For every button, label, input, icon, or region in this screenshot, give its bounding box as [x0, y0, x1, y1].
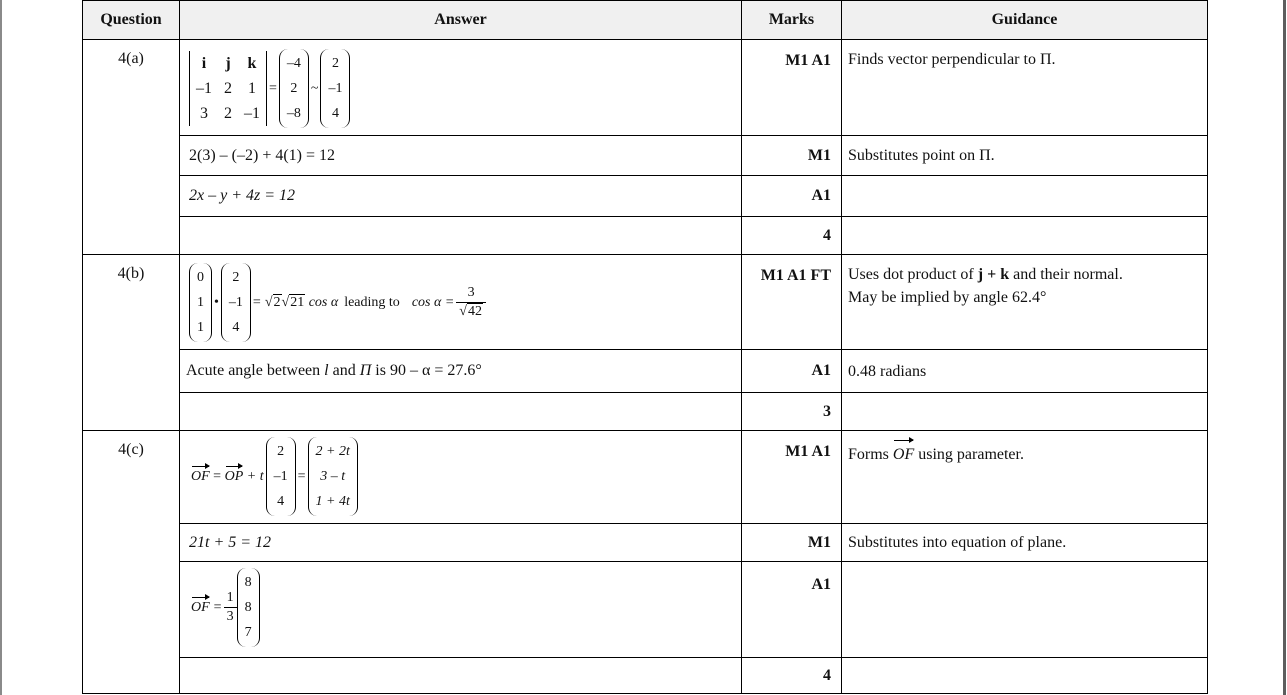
header-answer: Answer	[180, 1, 742, 40]
marks-4a-1: M1 A1	[742, 40, 842, 136]
marks-4c-1: M1 A1	[742, 431, 842, 524]
marks-4a-3: A1	[742, 176, 842, 217]
row-4c-2	[83, 524, 1208, 562]
row-4b-1	[83, 255, 1208, 350]
answer-4b-total	[180, 393, 742, 431]
of-vector-label: OF = OP + t	[191, 468, 264, 484]
window-right-edge	[1283, 0, 1286, 695]
answer-4a-2: 2(3) – (–2) + 4(1) = 12	[180, 136, 742, 176]
answer-4c-1: OF = OP + t2 –1 4=2 + 2t 3 – t 1 + 4t	[180, 431, 742, 524]
row-4a-3	[83, 176, 1208, 217]
determinant: i j k –1 2 1 3 2 –1	[189, 51, 267, 126]
guidance-4b-2: 0.48 radians	[842, 350, 1208, 393]
row-4a-1	[83, 40, 1208, 136]
answer-4c-total	[180, 658, 742, 694]
vector-cross-result: –4 2 –8	[279, 49, 309, 128]
cos-fraction: $\frac{3}{√42}$	[456, 284, 486, 321]
answer-4c-2: 21t + 5 = 12	[180, 524, 742, 562]
direction-vector: 0 1 1	[189, 263, 212, 342]
mark-scheme-table	[82, 0, 1208, 694]
guidance-4a-total	[842, 217, 1208, 255]
question-4b-label: 4(b)	[83, 255, 180, 431]
guidance-4b-1: Uses dot product of j + k and their normal. May be implied by angle 62.4°	[842, 255, 1208, 350]
header-guidance: Guidance	[842, 1, 1208, 40]
guidance-4c-2: Substitutes into equation of plane.	[842, 524, 1208, 562]
vector-normal: 2 –1 4	[320, 49, 350, 128]
row-4a-2	[83, 136, 1208, 176]
question-4c-label: 4(c)	[83, 431, 180, 694]
guidance-4a-2: Substitutes point on Π.	[842, 136, 1208, 176]
question-4a-label: 4(a)	[83, 40, 180, 255]
marks-4a-2: M1	[742, 136, 842, 176]
answer-4a-total	[180, 217, 742, 255]
guidance-4a-1: Finds vector perpendicular to Π.	[842, 40, 1208, 136]
answer-4a-matrix: i j k –1 2 1 3 2 –1 =–4 2 –8~2 –1 4	[180, 40, 742, 136]
guidance-4c-total	[842, 658, 1208, 694]
marks-4b-2: A1	[742, 350, 842, 393]
marks-4b-total: 3	[742, 393, 842, 431]
header-row	[83, 1, 1208, 40]
row-4c-1	[83, 431, 1208, 524]
guidance-4b-total	[842, 393, 1208, 431]
row-4b-total	[83, 393, 1208, 431]
header-marks: Marks	[742, 1, 842, 40]
one-third-fraction: $\frac{1}{3}$	[224, 589, 237, 626]
direction-vector-c: 2 –1 4	[266, 437, 296, 516]
point-f-vector: 8 8 7	[237, 568, 260, 647]
guidance-4c-3	[842, 562, 1208, 658]
answer-4a-3: 2x – y + 4z = 12	[180, 176, 742, 217]
answer-4b-1: 0 1 1•2 –1 4= √2√21 cos α leading to cos α = $\frac{3}{√42}$	[180, 255, 742, 350]
row-4c-3	[83, 562, 1208, 658]
answer-4c-3: OF = $\frac{1}{3}$ 8 8 7	[180, 562, 742, 658]
header-question: Question	[83, 1, 180, 40]
guidance-4a-3	[842, 176, 1208, 217]
normal-vector: 2 –1 4	[221, 263, 251, 342]
window-left-edge	[0, 0, 2, 695]
magnitude-product: √2√21 cos α	[264, 294, 339, 310]
marks-4c-total: 4	[742, 658, 842, 694]
marks-4b-1: M1 A1 FT	[742, 255, 842, 350]
guidance-4c-1: Forms OF using parameter.	[842, 431, 1208, 524]
answer-4b-2: Acute angle between l and Π is 90 – α = 27.6°	[180, 350, 742, 393]
marks-4c-2: M1	[742, 524, 842, 562]
row-4b-2	[83, 350, 1208, 393]
marks-4a-total: 4	[742, 217, 842, 255]
row-4c-total	[83, 658, 1208, 694]
row-4a-total	[83, 217, 1208, 255]
parametric-vector: 2 + 2t 3 – t 1 + 4t	[308, 437, 358, 516]
marks-4c-3: A1	[742, 562, 842, 658]
